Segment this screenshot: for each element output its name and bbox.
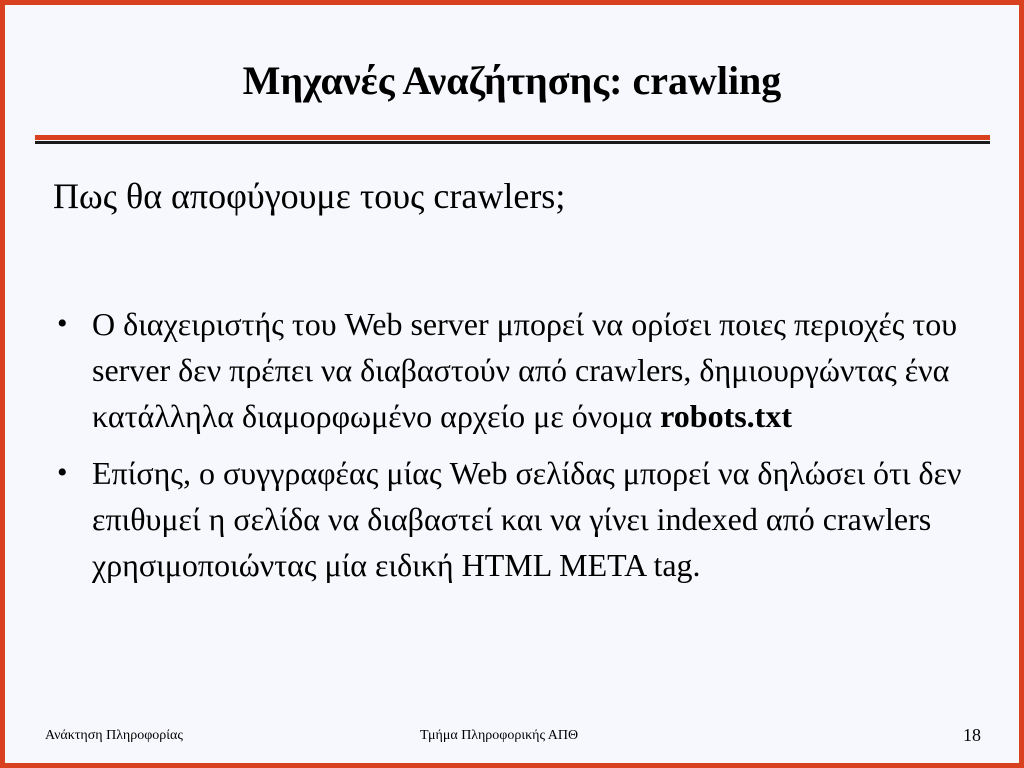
bullet-list [53,301,983,599]
footer-course-name: Ανάκτηση Πληροφορίας [45,728,183,743]
bullet-item [53,301,983,439]
bullet-item [53,450,983,588]
bullet-icon: • [57,456,68,489]
title-divider [35,135,990,140]
bullet-bold-text: robots.txt [660,398,792,434]
slide-subtitle: Πως θα αποφύγουμε τους crawlers; [53,176,566,216]
title-divider-shadow [35,141,990,144]
footer-department: Τμήμα Πληροφορικής ΑΠΘ [420,728,579,743]
bullet-text: Επίσης, ο συγγραφέας μίας Web σελίδας μπορεί να δηλώσει ότι δεν επιθυμεί η σελίδα να διαβαστεί και να γίνει indexed από crawlers χρησιμοποιώντας μία ειδική HTML META tag. [92,455,962,583]
bullet-icon: • [57,307,68,340]
page-number: 18 [963,725,981,745]
slide-title: Μηχανές Αναζήτησης: crawling [242,58,782,103]
bullet-text: Ο διαχειριστής του Web server μπορεί να ορίσει ποιες περιοχές του server δεν πρέπει να διαβαστούν από crawlers, δημιουργώντας ένα κατάλληλα διαμορφωμένο αρχείο με όνομα [92,306,958,434]
